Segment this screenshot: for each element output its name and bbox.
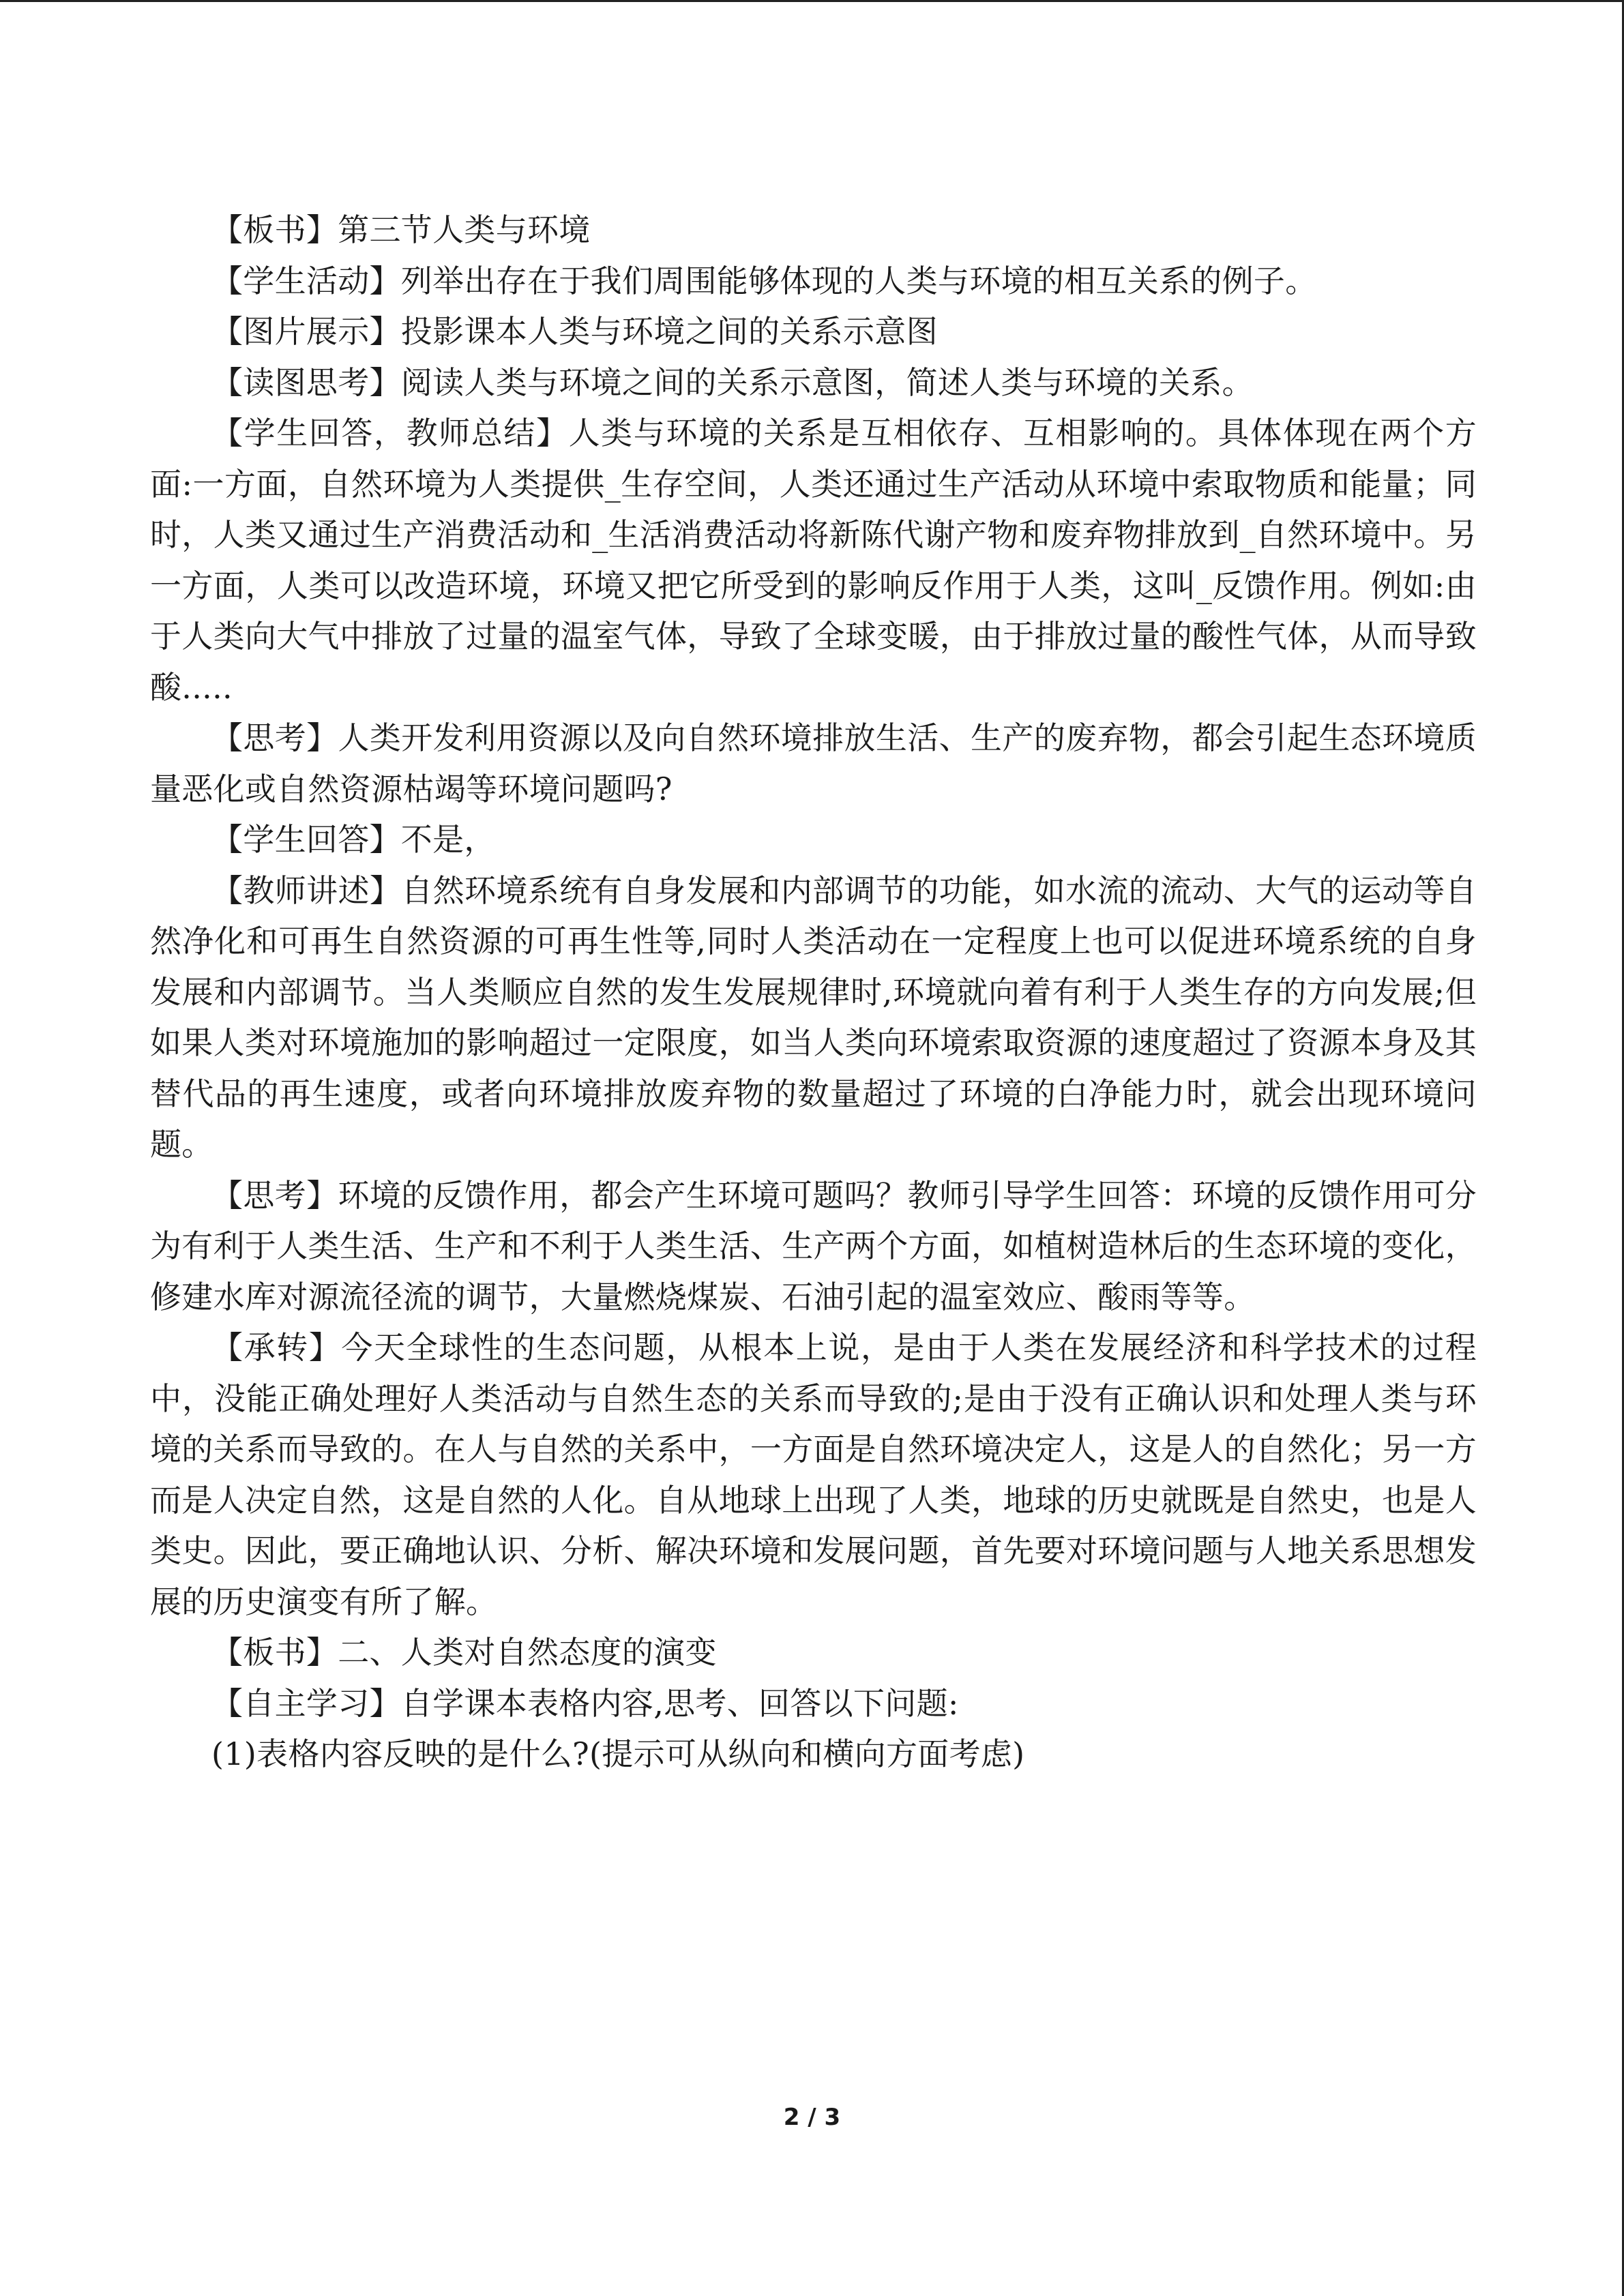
page-border-top — [0, 0, 1624, 2]
paragraph-transition: 【承转】今天全球性的生态问题，从根本上说，是由于人类在发展经济和科学技术的过程中，没能正确处理好人类活动与自然生态的关系而导致的;是由于没有正确认识和处理人类与环境的关系而导致的。在人与自然的关系中，一方面是自然环境决定人，这是人的自然化；另一方而是人决定自然，这是自然的人化。自从地球上出现了人类，地球的历史就既是自然史，也是人类史。因此，要正确地认识、分析、解决环境和发展问题，首先要对环境问题与人地关系思想发展的历史演变有所了解。 — [150, 1329, 1477, 1620]
paragraph-teacher-lecture: 【教师讲述】自然环境系统有自身发展和内部调节的功能，如水流的流动、大气的运动等自然净化和可再生自然资源的可再生性等,同时人类活动在一定程度上也可以促进环境系统的自身发展和内部调节。当人类顺应自然的发生发展规律时,环境就向着有利于人类生存的方向发展;但如果人类对环境施加的影响超过一定限度，如当人类向环境索取资源的速度超过了资源本身及其替代品的再生速度，或者向环境排放废弃物的数量超过了环境的白净能力时，就会出现环境问题。 — [150, 871, 1477, 1163]
paragraph-thinking-2: 【思考】环境的反馈作用，都会产生环境可题吗？教师引导学生回答：环境的反馈作用可分为有利于人类生活、生产和不利于人类生活、生产两个方面，如植树造林后的生态环境的变化，修建水库对源流径流的调节，大量燃烧煤炭、石油引起的温室效应、酸雨等等。 — [150, 1176, 1477, 1315]
page-number: 2 / 3 — [783, 2104, 841, 2131]
document-body — [150, 205, 1477, 1780]
paragraph-blackboard-section-2: 【板书】二、人类对自然态度的演变 — [211, 1634, 717, 1671]
paragraph-student-activity: 【学生活动】列举出存在于我们周围能够体现的人类与环境的相互关系的例子。 — [211, 262, 1317, 299]
paragraph-student-answer-summary: 【学生回答，教师总结】人类与环境的关系是互相依存、互相影响的。具体体现在两个方面:一方面，自然环境为人类提供_生存空间，人类还通过生产活动从环境中索取物质和能量；同时，人类又通过生产消费活动和_生活消费活动将新陈代谢产物和废弃物排放到_自然环境中。另一方面，人类可以改造环境，环境又把它所受到的影响反作用于人类，这叫_反馈作用。例如:由于人类向大气中排放了过量的温室气体，导致了全球变暖，由于排放过量的酸性气体，从而导致酸..... — [150, 415, 1477, 706]
paragraph-reading-thinking: 【读图思考】阅读人类与环境之间的关系示意图，简述人类与环境的关系。 — [211, 363, 1254, 401]
paragraph-blackboard-title: 【板书】第三节人类与环境 — [211, 211, 591, 248]
paragraph-self-study: 【自主学习】自学课本表格内容,思考、回答以下问题: — [211, 1684, 959, 1722]
paragraph-question-1: (1)表格内容反映的是什么?(提示可从纵向和横向方面考虑) — [211, 1735, 1025, 1772]
paragraph-thinking-1: 【思考】人类开发利用资源以及向自然环境排放生活、生产的废弃物，都会引起生态环境质量恶化或自然资源枯竭等环境问题吗? — [150, 719, 1477, 807]
paragraph-image-display: 【图片展示】投影课本人类与环境之间的关系示意图 — [211, 313, 938, 350]
paragraph-student-answer: 【学生回答】不是， — [211, 821, 496, 858]
